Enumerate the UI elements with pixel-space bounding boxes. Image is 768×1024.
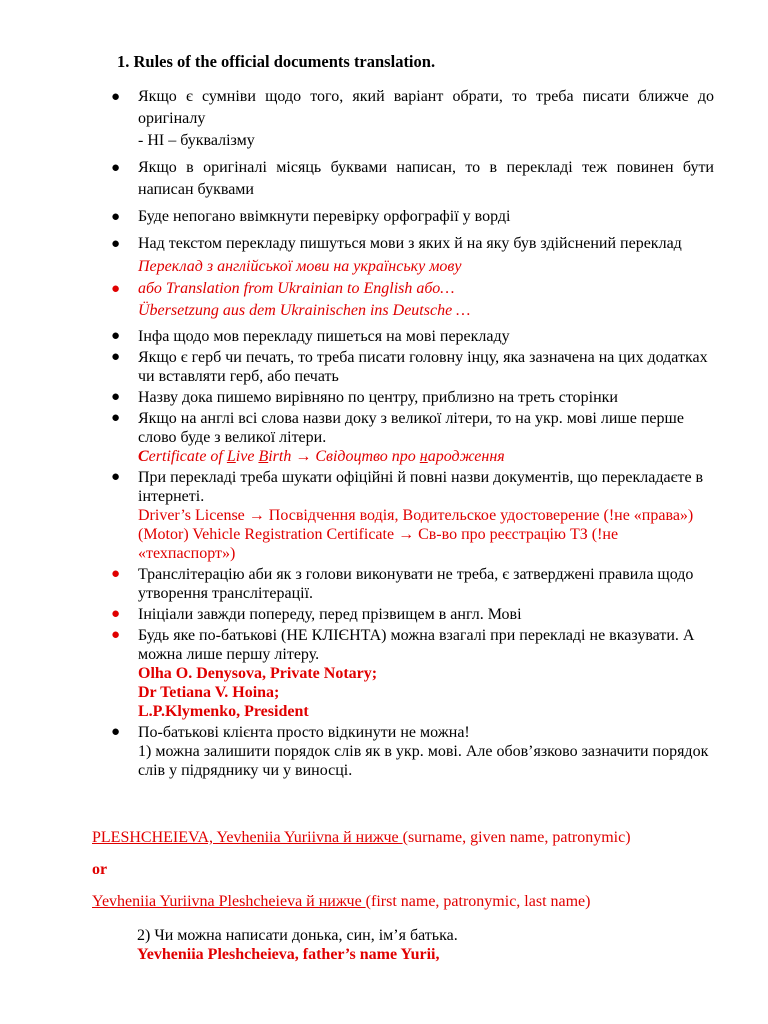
item-text: Якщо є сумніви щодо того, який варіант обрати, то треба писати ближче до оригіналу xyxy=(138,88,714,127)
item-text: Транслітерацію аби як з голови виконувати не треба, є затверджені правила щодо утворення транслітерації. xyxy=(138,566,694,602)
example-letter: B xyxy=(258,448,269,465)
language-example-line: Переклад з англійської мови на українську мову xyxy=(138,258,462,275)
list-item xyxy=(108,605,714,624)
item-text: Інфа щодо мов перекладу пишеться на мові перекладу xyxy=(138,328,510,345)
example-text: ive xyxy=(235,448,259,465)
name-order-example-1 xyxy=(92,829,631,847)
bullet-icon: ● xyxy=(111,209,121,225)
item-text: Якщо на англі всі слова назви доку з великої літери, то на укр. мові лише перше слово буде з великої літери. xyxy=(138,410,684,446)
example-letter: L xyxy=(226,448,236,465)
name-example: Dr Tetiana V. Hoina; xyxy=(138,684,280,701)
list-item xyxy=(108,157,714,201)
document-name-example: Driver’s License → Посвідчення водія, Водительское удостоверение (!не «права») xyxy=(138,507,694,524)
example-letter: C xyxy=(138,448,149,465)
item-text: Будь яке по-батькові (НЕ КЛІЄНТА) можна взагалі при перекладі не вказувати. А можна лише першу літеру. xyxy=(138,627,695,663)
point-2-example: Yevheniia Pleshcheieva, father’s name Yurii, xyxy=(137,946,440,963)
item-subtext: - НІ – буквалізму xyxy=(138,132,255,149)
item-subtext: 1) можна залишити порядок слів як в укр. мові. Але обов’язково зазначити порядок слів у підряднику чи у виносці. xyxy=(138,743,709,779)
item-text: По-батькові клієнта просто відкинути не можна! xyxy=(138,724,470,741)
bullet-icon: ● xyxy=(111,627,121,643)
list-item xyxy=(108,348,714,386)
bullet-icon: ● xyxy=(111,281,121,297)
bullet-icon: ● xyxy=(111,89,121,105)
rules-list xyxy=(108,86,714,782)
name-example: L.P.Klymenko, President xyxy=(138,703,309,720)
name-order-note: (surname, given name, patronymic) xyxy=(402,829,631,846)
language-example-line: або Translation from Ukrainian to English або… xyxy=(138,280,455,297)
list-item xyxy=(108,626,714,721)
bullet-icon: ● xyxy=(111,160,121,176)
document-name-example: (Motor) Vehicle Registration Certificate → Св-во про реєстрацію ТЗ (!не «техпаспорт») xyxy=(138,526,619,562)
title-case-example xyxy=(138,447,714,466)
name-example-text: PLESHCHEIEVA, Yevheniia Yuriivna й нижче xyxy=(92,829,403,846)
list-item xyxy=(108,723,714,780)
example-letter: н xyxy=(419,448,428,465)
list-item xyxy=(108,409,714,466)
example-text: ertificate of xyxy=(148,448,227,465)
bullet-icon: ● xyxy=(111,606,121,622)
list-item xyxy=(108,468,714,563)
example-text: ародження xyxy=(427,448,505,465)
bullet-icon: ● xyxy=(111,566,121,582)
item-text: Назву дока пишемо вирівняно по центру, приблизно на треть сторінки xyxy=(138,389,618,406)
point-2 xyxy=(137,926,458,964)
name-example-text: Yevheniia Yuriivna Pleshcheieva й нижче xyxy=(92,893,366,910)
bullet-icon: ● xyxy=(111,389,121,405)
section-title: 1. Rules of the official documents translation. xyxy=(117,52,436,71)
list-item xyxy=(108,233,714,255)
list-item xyxy=(108,388,714,407)
item-text: Над текстом перекладу пишуться мови з яких й на яку був здійснений переклад xyxy=(138,235,682,252)
point-2-text: 2) Чи можна написати донька, син, ім’я батька. xyxy=(137,927,458,944)
item-text: Якщо в оригіналі місяць буквами написан, то в перекладі теж повинен бути написан буквами xyxy=(138,159,714,198)
bullet-icon: ● xyxy=(111,469,121,485)
bullet-icon: ● xyxy=(111,236,121,252)
list-item xyxy=(108,327,714,346)
bullet-icon: ● xyxy=(111,349,121,365)
bullet-icon: ● xyxy=(111,328,121,344)
item-text: При перекладі треба шукати офіційні й повні назви документів, що перекладаєте в інтернеті. xyxy=(138,469,704,505)
item-text: Ініціали завжди попереду, перед прізвищем в англ. Мові xyxy=(138,606,522,623)
item-text: Буде непогано ввімкнути перевірку орфографії у ворді xyxy=(138,208,511,225)
list-item xyxy=(108,206,714,228)
name-example: Olha O. Denysova, Private Notary; xyxy=(138,665,378,682)
list-item xyxy=(108,256,714,322)
name-order-note: (first name, patronymic, last name) xyxy=(365,893,591,910)
item-text: Якщо є герб чи печать, то треба писати головну інцу, яка зазначена на цих додатках чи вставляти герб, або печать xyxy=(138,349,708,385)
bullet-icon: ● xyxy=(111,724,121,740)
example-text: irth → Свідоцтво про xyxy=(268,448,420,465)
list-item xyxy=(108,565,714,603)
name-order-example-2 xyxy=(92,893,590,911)
or-label: or xyxy=(92,861,108,878)
bullet-icon: ● xyxy=(111,410,121,426)
list-item xyxy=(108,86,714,152)
language-example-line: Übersetzung aus dem Ukrainischen ins Deutsche … xyxy=(138,302,471,319)
